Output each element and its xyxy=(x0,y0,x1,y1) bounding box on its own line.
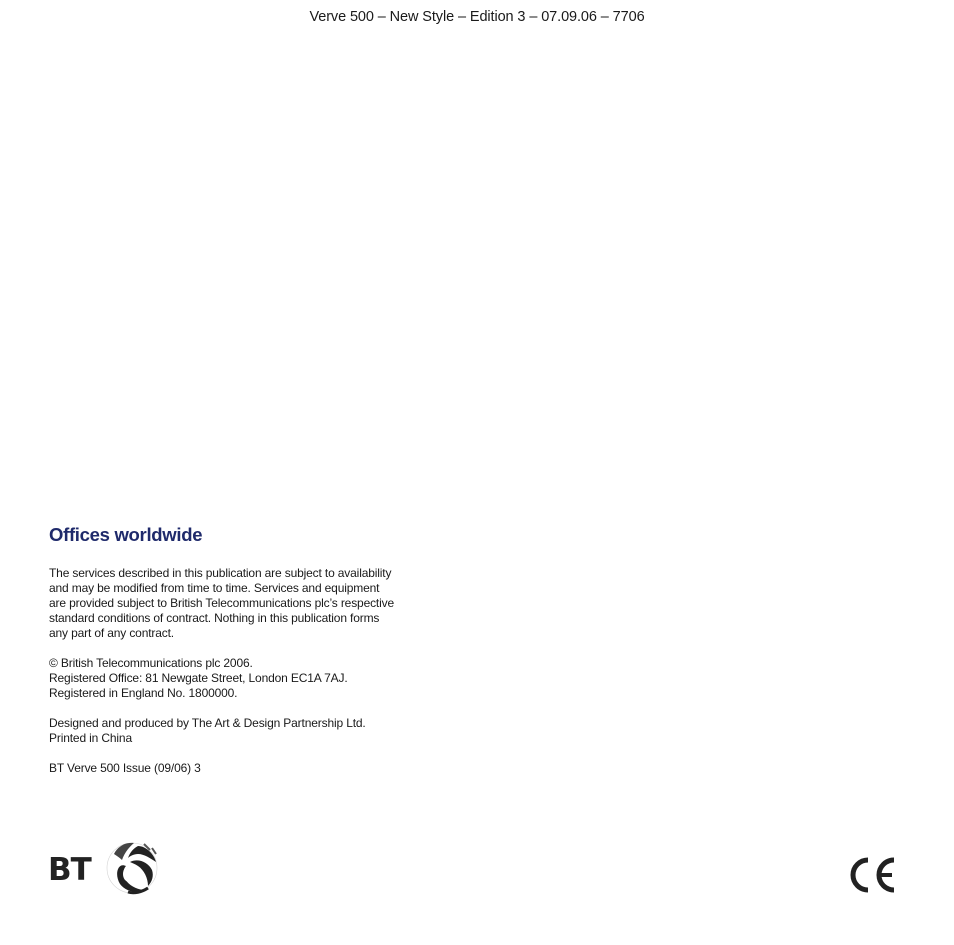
services-paragraph xyxy=(49,566,429,641)
ce-mark xyxy=(848,856,898,894)
production-block xyxy=(49,716,429,746)
registration-number-line: Registered in England No. 1800000. xyxy=(49,686,238,700)
svg-text:BT: BT xyxy=(48,852,91,888)
section-title: Offices worldwide xyxy=(49,524,203,545)
ce-mark-icon xyxy=(848,856,898,894)
bt-logo xyxy=(48,840,160,896)
issue-line: BT Verve 500 Issue (09/06) 3 xyxy=(49,761,201,775)
bt-piper-globe-icon xyxy=(48,840,160,896)
offices-worldwide-section xyxy=(49,524,429,791)
services-line: are provided subject to British Telecommunications plc’s respective xyxy=(49,596,395,610)
services-line: The services described in this publication are subject to availability xyxy=(49,566,392,580)
services-line: standard conditions of contract. Nothing in this publication forms xyxy=(49,611,380,625)
issue-block xyxy=(49,761,429,776)
copyright-line: © British Telecommunications plc 2006. xyxy=(49,656,253,670)
services-line: and may be modified from time to time. Services and equipment xyxy=(49,581,380,595)
copyright-block xyxy=(49,656,429,701)
printed-in-line: Printed in China xyxy=(49,731,132,745)
designer-line: Designed and produced by The Art & Design Partnership Ltd. xyxy=(49,716,366,730)
registered-office-line: Registered Office: 81 Newgate Street, London EC1A 7AJ. xyxy=(49,671,348,685)
services-line: any part of any contract. xyxy=(49,626,174,640)
document-edition-line: Verve 500 – New Style – Edition 3 – 07.09.06 – 7706 xyxy=(309,9,645,25)
